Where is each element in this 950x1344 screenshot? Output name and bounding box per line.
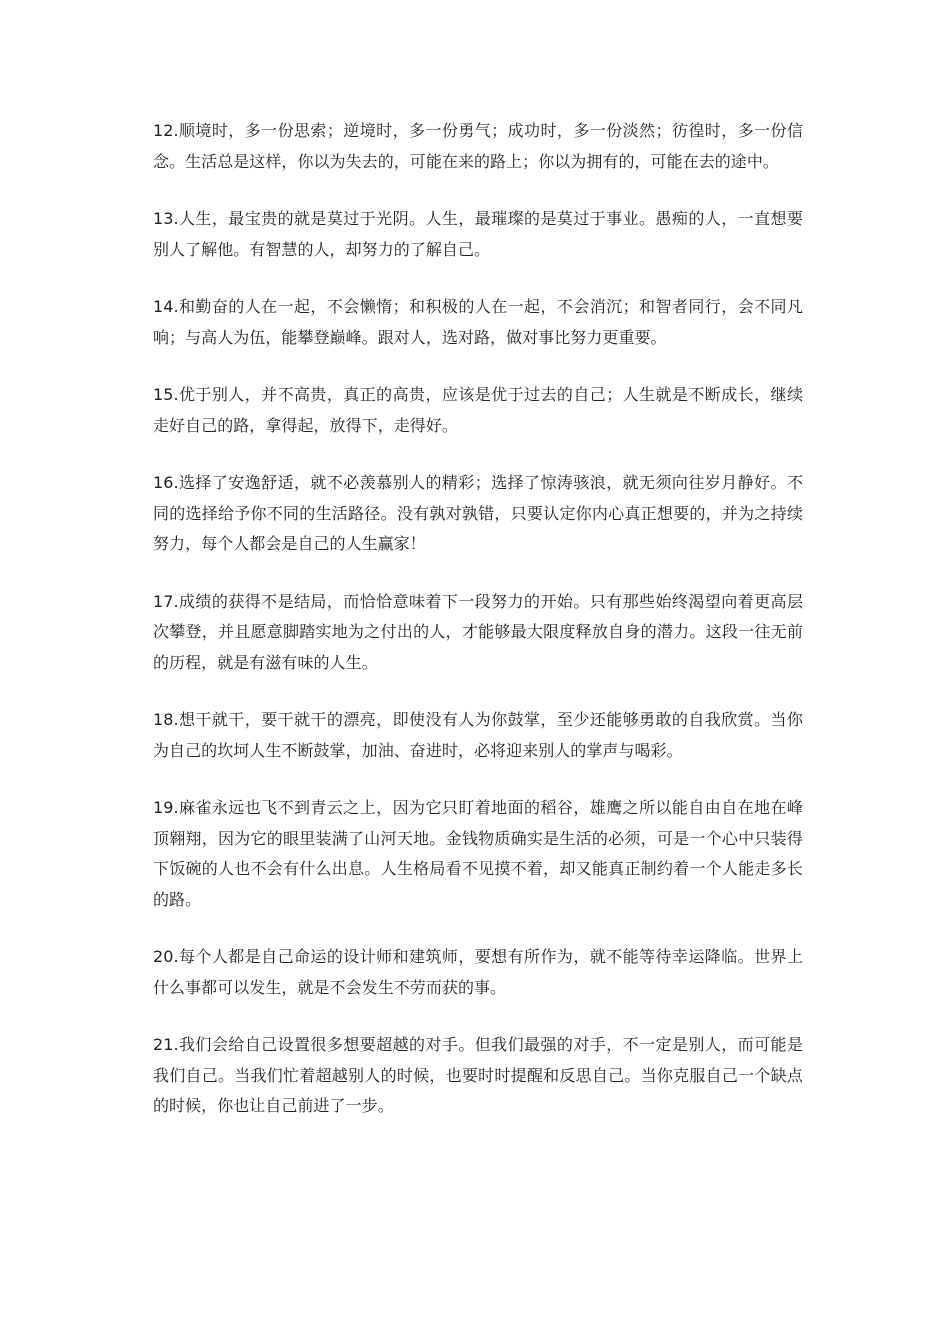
paragraph-12: 12.顺境时，多一份思索；逆境时，多一份勇气；成功时，多一份淡然；彷徨时，多一份信念。生活总是这样，你以为失去的，可能在来的路上；你以为拥有的，可能在去的途中。 bbox=[153, 121, 803, 171]
document-body bbox=[153, 116, 803, 1149]
paragraph-13: 13.人生，最宝贵的就是莫过于光阴。人生，最璀璨的是莫过于事业。愚痴的人，一直想要别人了解他。有智慧的人，却努力的了解自己。 bbox=[153, 209, 803, 259]
paragraph-17: 17.成绩的获得不是结局，而恰恰意味着下一段努力的开始。只有那些始终渴望向着更高层次攀登，并且愿意脚踏实地为之付出的人，才能够最大限度释放自身的潜力。这段一往无前的历程，就是有滋有味的人生。 bbox=[153, 591, 803, 672]
paragraph-18: 18.想干就干，要干就干的漂亮，即使没有人为你鼓掌，至少还能够勇敢的自我欣赏。当你为自己的坎坷人生不断鼓掌，加油、奋进时，必将迎来别人的掌声与喝彩。 bbox=[153, 710, 803, 760]
paragraph-20: 20.每个人都是自己命运的设计师和建筑师，要想有所作为，就不能等待幸运降临。世界上什么事都可以发生，就是不会发生不劳而获的事。 bbox=[153, 947, 803, 997]
paragraph-16: 16.选择了安逸舒适，就不必羡慕别人的精彩；选择了惊涛骇浪，就无须向往岁月静好。不同的选择给予你不同的生活路径。没有孰对孰错，只要认定你内心真正想要的，并为之持续努力，每个人都会是自己的人生赢家！ bbox=[153, 473, 803, 553]
paragraph-14: 14.和勤奋的人在一起，不会懒惰；和积极的人在一起，不会消沉；和智者同行，会不同凡响；与高人为伍，能攀登巅峰。跟对人，选对路，做对事比努力更重要。 bbox=[153, 297, 803, 347]
paragraph-19: 19.麻雀永远也飞不到青云之上，因为它只盯着地面的稻谷，雄鹰之所以能自由自在地在峰顶翱翔，因为它的眼里装满了山河天地。金钱物质确实是生活的必须，可是一个心中只装得下饭碗的人也不会有什么出息。人生格局看不见摸不着，却又能真正制约着一个人能走多长的路。 bbox=[153, 798, 803, 909]
paragraph-15: 15.优于别人，并不高贵，真正的高贵，应该是优于过去的自己；人生就是不断成长，继续走好自己的路，拿得起，放得下，走得好。 bbox=[153, 385, 803, 435]
paragraph-21: 21.我们会给自己设置很多想要超越的对手。但我们最强的对手，不一定是别人，而可能是我们自己。当我们忙着超越别人的时候，也要时时提醒和反思自己。当你克服自己一个缺点的时候，你也让自己前进了一步。 bbox=[153, 1035, 803, 1115]
